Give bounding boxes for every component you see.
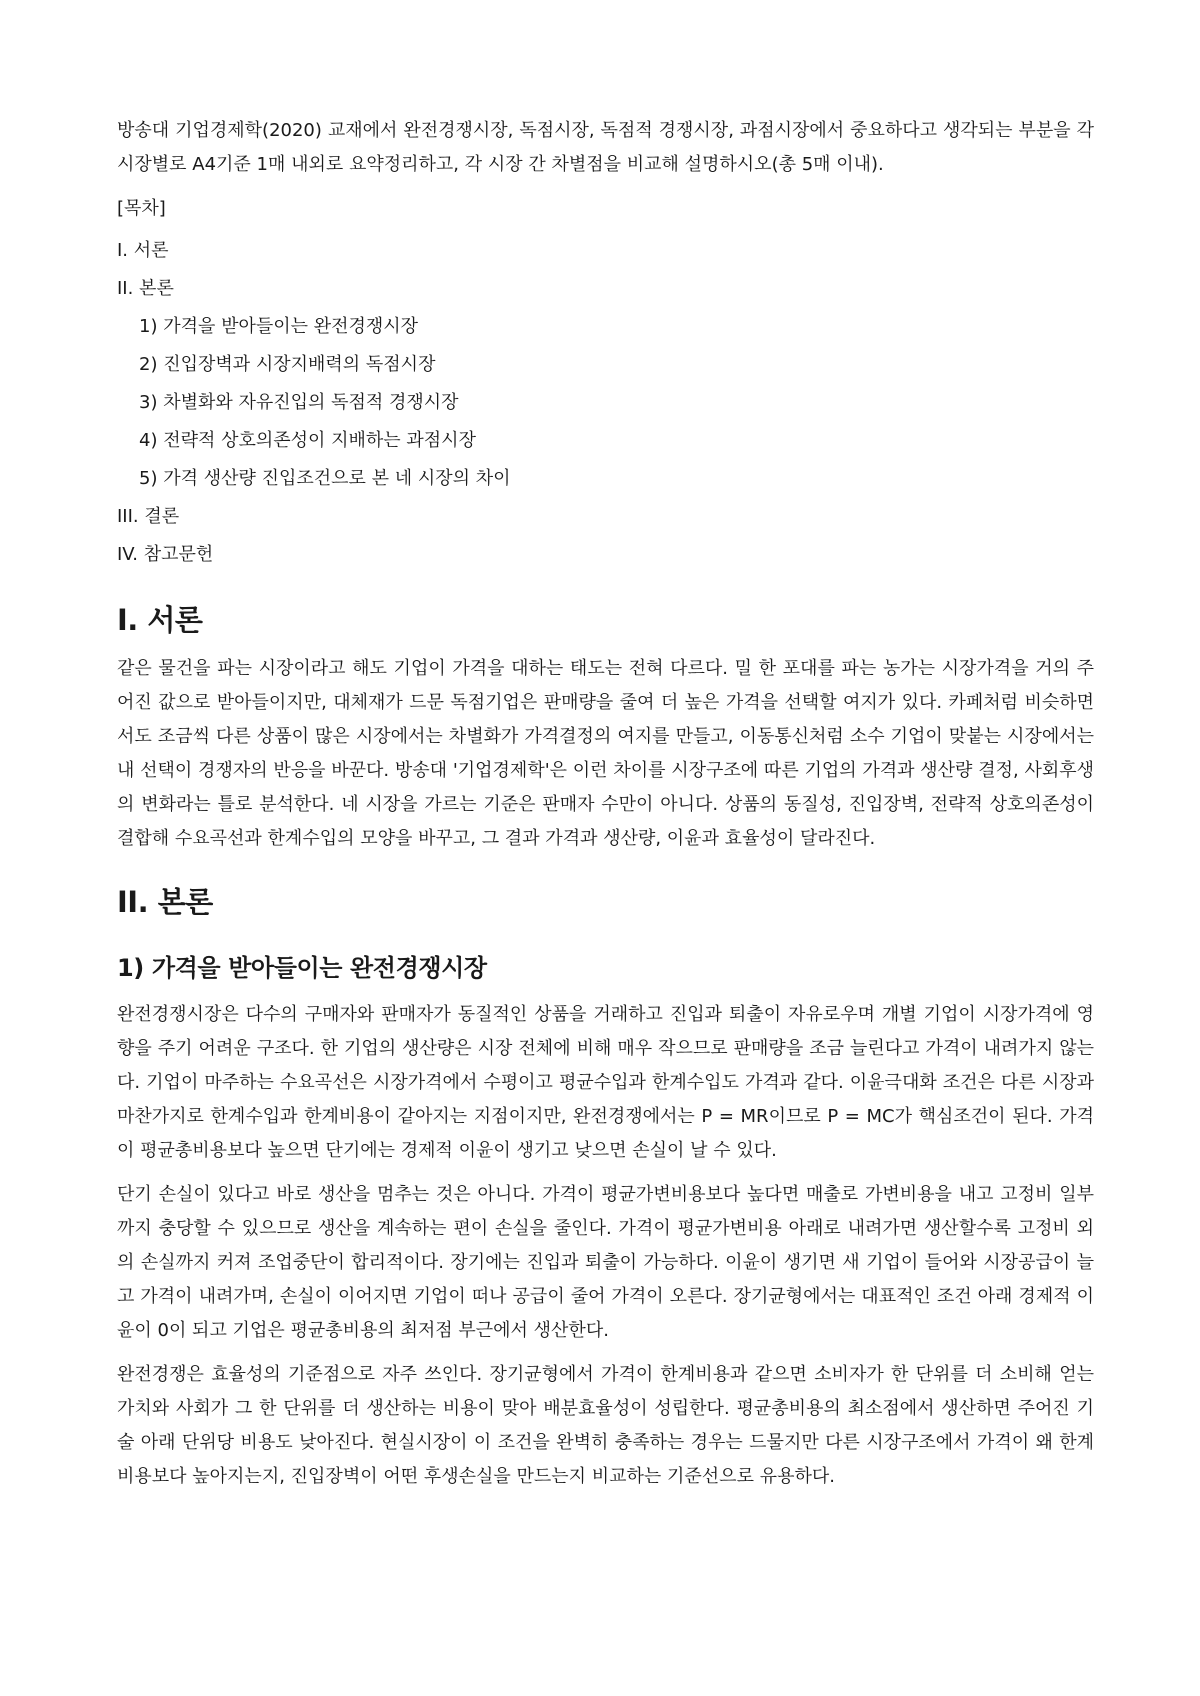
section-heading-intro: I. 서론: [117, 603, 203, 637]
toc-item-body-5: 5) 가격 생산량 진입조건으로 본 네 시장의 차이: [139, 468, 511, 489]
subsection-heading-perfect-competition: 1) 가격을 받아들이는 완전경쟁시장: [117, 954, 487, 982]
toc-item-body: II. 본론: [117, 278, 174, 299]
body-paragraph: 완전경쟁시장은 다수의 구매자와 판매자가 동질적인 상품을 거래하고 진입과 퇴출이 자유로우며 개별 기업이 시장가격에 영향을 주기 어려운 구조다. 한 기업의 생산량은 시장 전체에 비해 매우 작으므로 판매량을 조금 늘린다고 가격이 내려가지 않는다. 기업이 마주하는 수요곡선은 시장가격에서 수평이고 평균수입과 한계수입도 가격과 같다. 이윤극대화 조건은 다른 시장과 마찬가지로 한계수입과 한계비용이 같아지는 지점이지만, 완전경쟁에서는 P = MR이므로 P = MC가 핵심조건이 된다. 가격이 평균총비용보다 높으면 단기에는 경제적 이윤이 생기고 낮으면 손실이 날 수 있다.: [117, 1004, 1094, 1161]
toc-item-body-3: 3) 차별화와 자유진입의 독점적 경쟁시장: [139, 392, 459, 413]
toc-item-body-4: 4) 전략적 상호의존성이 지배하는 과점시장: [139, 430, 476, 451]
section-heading-body: II. 본론: [117, 885, 213, 919]
assignment-prompt: 방송대 기업경제학(2020) 교재에서 완전경쟁시장, 독점시장, 독점적 경쟁시장, 과점시장에서 중요하다고 생각되는 부분을 각 시장별로 A4기준 1매 내외로 요약정리하고, 각 시장 간 차별점을 비교해 설명하시오(총 5매 이내).: [117, 120, 1094, 175]
toc-list: [117, 232, 1094, 574]
toc-item-references: IV. 참고문헌: [117, 544, 214, 565]
toc-item-conclusion: III. 결론: [117, 506, 180, 527]
intro-paragraph: 같은 물건을 파는 시장이라고 해도 기업이 가격을 대하는 태도는 전혀 다르다. 밀 한 포대를 파는 농가는 시장가격을 거의 주어진 값으로 받아들이지만, 대체재가 드문 독점기업은 판매량을 줄여 더 높은 가격을 선택할 여지가 있다. 카페처럼 비슷하면서도 조금씩 다른 상품이 많은 시장에서는 차별화가 가격결정의 여지를 만들고, 이동통신처럼 소수 기업이 맞붙는 시장에서는 내 선택이 경쟁자의 반응을 바꾼다. 방송대 '기업경제학'은 이런 차이를 시장구조에 따른 기업의 가격과 생산량 결정, 사회후생의 변화라는 틀로 분석한다. 네 시장을 가르는 기준은 판매자 수만이 아니다. 상품의 동질성, 진입장벽, 전략적 상호의존성이 결합해 수요곡선과 한계수입의 모양을 바꾸고, 그 결과 가격과 생산량, 이윤과 효율성이 달라진다.: [117, 658, 1094, 849]
body-paragraph: 단기 손실이 있다고 바로 생산을 멈추는 것은 아니다. 가격이 평균가변비용보다 높다면 매출로 가변비용을 내고 고정비 일부까지 충당할 수 있으므로 생산을 계속하는 편이 손실을 줄인다. 가격이 평균가변비용 아래로 내려가면 생산할수록 고정비 외의 손실까지 커져 조업중단이 합리적이다. 장기에는 진입과 퇴출이 가능하다. 이윤이 생기면 새 기업이 들어와 시장공급이 늘고 가격이 내려가며, 손실이 이어지면 기업이 떠나 공급이 줄어 가격이 오른다. 장기균형에서는 대표적인 조건 아래 경제적 이윤이 0이 되고 기업은 평균총비용의 최저점 부근에서 생산한다.: [117, 1184, 1094, 1341]
toc-item-body-1: 1) 가격을 받아들이는 완전경쟁시장: [139, 316, 419, 337]
toc-item-intro: I. 서론: [117, 240, 169, 261]
toc-item-body-2: 2) 진입장벽과 시장지배력의 독점시장: [139, 354, 436, 375]
toc-heading: [목차]: [117, 198, 166, 219]
body-paragraph: 완전경쟁은 효율성의 기준점으로 자주 쓰인다. 장기균형에서 가격이 한계비용과 같으면 소비자가 한 단위를 더 소비해 얻는 가치와 사회가 그 한 단위를 더 생산하는 비용이 맞아 배분효율성이 성립한다. 평균총비용의 최소점에서 생산하면 주어진 기술 아래 단위당 비용도 낮아진다. 현실시장이 이 조건을 완벽히 충족하는 경우는 드물지만 다른 시장구조에서 가격이 왜 한계비용보다 높아지는지, 진입장벽이 어떤 후생손실을 만드는지 비교하는 기준선으로 유용하다.: [117, 1364, 1094, 1487]
table-of-contents: [117, 192, 1094, 574]
